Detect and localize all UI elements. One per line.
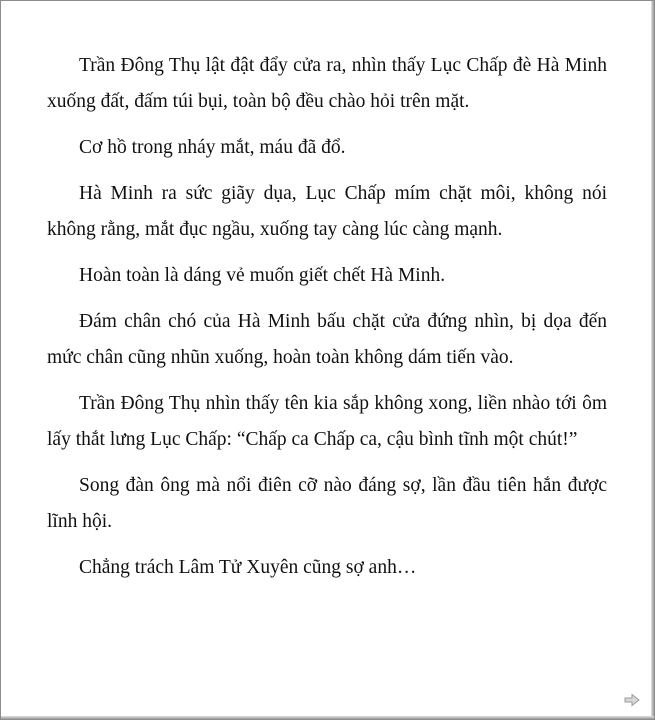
document-text bbox=[47, 48, 607, 596]
paragraph: Đám chân chó của Hà Minh bấu chặt cửa đứng nhìn, bị dọa đến mức chân cũng nhũn xuống, hoàn toàn không dám tiến vào. bbox=[47, 311, 607, 368]
paragraph: Hà Minh ra sức giãy dụa, Lục Chấp mím chặt môi, không nói không rằng, mắt đục ngầu, xuống tay càng lúc càng mạnh. bbox=[47, 183, 607, 240]
right-arrow-icon[interactable] bbox=[624, 693, 640, 707]
paragraph: Trần Đông Thụ nhìn thấy tên kia sắp không xong, liền nhào tới ôm lấy thắt lưng Lục Chấp: “Chấp ca Chấp ca, cậu bình tĩnh một chút!” bbox=[47, 393, 607, 450]
page-edge-shadow-right bbox=[651, 1, 654, 719]
paragraph: Cơ hồ trong nháy mắt, máu đã đổ. bbox=[79, 137, 346, 158]
paragraph: Hoàn toàn là dáng vẻ muốn giết chết Hà Minh. bbox=[79, 265, 446, 286]
paragraph: Trần Đông Thụ lật đật đẩy cửa ra, nhìn thấy Lục Chấp đè Hà Minh xuống đất, đấm túi bụi, toàn bộ đều chào hỏi trên mặt. bbox=[47, 55, 607, 112]
page-edge-shadow-bottom bbox=[1, 716, 654, 719]
paragraph: Chẳng trách Lâm Tử Xuyên cũng sợ anh… bbox=[79, 557, 417, 578]
paragraph: Song đàn ông mà nổi điên cỡ nào đáng sợ, lần đầu tiên hắn được lĩnh hội. bbox=[47, 475, 607, 532]
